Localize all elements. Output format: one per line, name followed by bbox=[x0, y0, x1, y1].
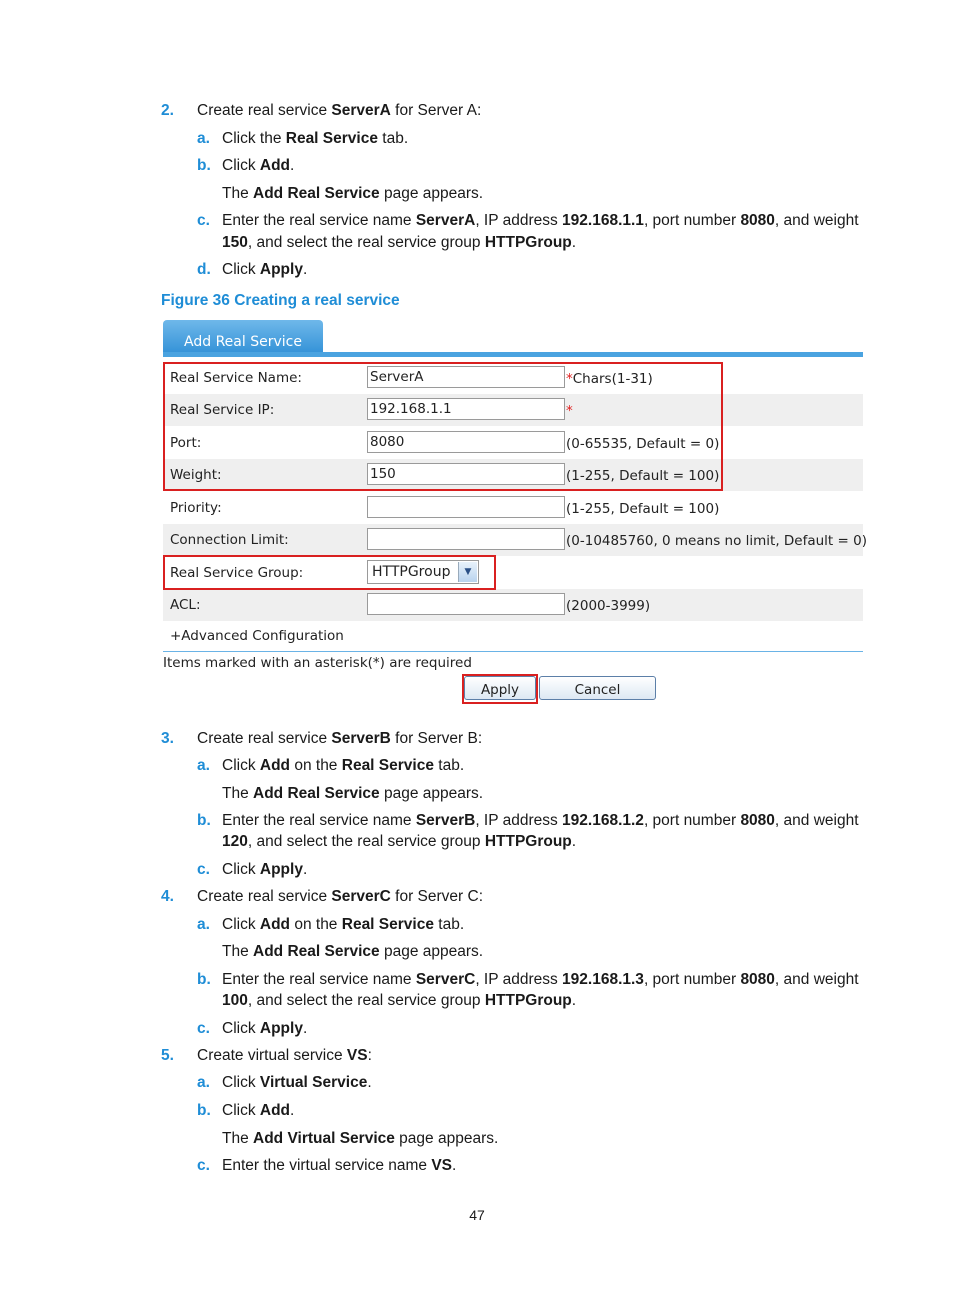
note-text bbox=[222, 783, 483, 804]
acl-input[interactable] bbox=[367, 593, 565, 615]
highlight-box bbox=[163, 362, 723, 491]
text: . bbox=[571, 992, 577, 1009]
bold-text: ServerB bbox=[415, 812, 476, 829]
note-text bbox=[222, 941, 483, 962]
text: . bbox=[452, 1157, 457, 1174]
text: Click bbox=[222, 916, 260, 933]
chevron-down-icon[interactable]: ▼ bbox=[458, 562, 477, 582]
text: Click bbox=[222, 157, 260, 174]
tab-add-real-service[interactable]: Add Real Service bbox=[163, 320, 323, 356]
substep-letter: b. bbox=[197, 1102, 211, 1119]
substep-letter: a. bbox=[197, 757, 210, 774]
bold-text: Add Real Service bbox=[253, 185, 380, 202]
bold-text: 100 bbox=[222, 992, 248, 1009]
text: for Server A: bbox=[390, 102, 482, 119]
note-text bbox=[222, 183, 483, 204]
bold-text: Add Virtual Service bbox=[253, 1130, 395, 1147]
bold-text: VS bbox=[346, 1047, 368, 1064]
field-label: Real Service Group: bbox=[170, 565, 304, 581]
bold-text: Add bbox=[259, 157, 291, 174]
text: . bbox=[302, 261, 308, 278]
bold-text: Add bbox=[259, 916, 291, 933]
text: Enter the real service name bbox=[222, 971, 416, 988]
text: on the bbox=[290, 757, 342, 774]
text: on the bbox=[290, 916, 342, 933]
text: page appears. bbox=[379, 785, 484, 802]
bold-text: ServerC bbox=[331, 888, 391, 905]
text: . bbox=[302, 1020, 308, 1037]
step-number: 5. bbox=[161, 1047, 174, 1064]
substep-letter: c. bbox=[197, 212, 210, 229]
substep-text bbox=[222, 1072, 372, 1093]
substep-letter: a. bbox=[197, 130, 210, 147]
text: , IP address bbox=[475, 212, 563, 229]
substep-letter: a. bbox=[197, 916, 210, 933]
text: Enter the real service name bbox=[222, 212, 416, 229]
substep-text bbox=[222, 1100, 294, 1121]
field-label: Port: bbox=[170, 435, 202, 451]
text: . bbox=[367, 1074, 372, 1091]
substep-text bbox=[222, 859, 307, 880]
text: . bbox=[290, 157, 295, 174]
bold-text: Real Service bbox=[285, 130, 378, 147]
text: Create real service bbox=[197, 730, 332, 747]
text: Click the bbox=[222, 130, 286, 147]
bold-text: 192.168.1.2 bbox=[562, 812, 644, 829]
field-label: Connection Limit: bbox=[170, 532, 289, 548]
divider bbox=[163, 651, 863, 652]
substep-text bbox=[222, 1018, 307, 1039]
bold-text: HTTPGroup bbox=[484, 833, 572, 850]
text: . bbox=[290, 1102, 295, 1119]
bold-text: ServerA bbox=[331, 102, 391, 119]
tab-underline bbox=[163, 352, 863, 357]
text: , and weight bbox=[774, 812, 859, 829]
step-text bbox=[197, 1045, 372, 1066]
bold-text: Add bbox=[259, 757, 291, 774]
text: for Server B: bbox=[390, 730, 483, 747]
text: , IP address bbox=[475, 812, 563, 829]
weight-input[interactable]: 150 bbox=[367, 463, 565, 485]
substep-letter: b. bbox=[197, 971, 211, 988]
step-text bbox=[197, 728, 482, 749]
text: The bbox=[222, 1130, 254, 1147]
bold-text: Add bbox=[259, 1102, 291, 1119]
real-service-name-input[interactable]: ServerA bbox=[367, 366, 565, 388]
substep-text bbox=[222, 755, 464, 776]
substep-text-cont bbox=[222, 990, 576, 1011]
bold-text: 8080 bbox=[740, 212, 775, 229]
bold-text: Apply bbox=[259, 861, 303, 878]
text: , and select the real service group bbox=[247, 234, 485, 251]
substep-text-cont bbox=[222, 232, 576, 253]
bold-text: HTTPGroup bbox=[484, 992, 572, 1009]
highlight-box bbox=[462, 674, 538, 704]
bold-text: Add Real Service bbox=[253, 785, 380, 802]
advanced-configuration-link[interactable]: +Advanced Configuration bbox=[170, 628, 344, 644]
text: : bbox=[367, 1047, 372, 1064]
field-hint: (2000-3999) bbox=[566, 598, 651, 614]
text: Create real service bbox=[197, 102, 332, 119]
substep-text bbox=[222, 128, 408, 149]
substep-letter: b. bbox=[197, 157, 211, 174]
bold-text: 192.168.1.3 bbox=[562, 971, 644, 988]
form-row bbox=[163, 524, 867, 556]
substep-text bbox=[222, 810, 859, 831]
text: . bbox=[571, 234, 577, 251]
text: Click bbox=[222, 1020, 260, 1037]
text: Click bbox=[222, 1074, 260, 1091]
bold-text: 8080 bbox=[740, 971, 775, 988]
text: Create real service bbox=[197, 888, 332, 905]
bold-text: Real Service bbox=[341, 757, 434, 774]
step-text bbox=[197, 886, 483, 907]
substep-text bbox=[222, 914, 464, 935]
text: Enter the virtual service name bbox=[222, 1157, 432, 1174]
field-label: Weight: bbox=[170, 467, 222, 483]
substep-letter: a. bbox=[197, 1074, 210, 1091]
substep-text-cont bbox=[222, 831, 576, 852]
substep-text bbox=[222, 969, 859, 990]
required-note: Items marked with an asterisk(*) are required bbox=[163, 655, 472, 671]
field-hint: (1-255, Default = 100) bbox=[566, 501, 720, 517]
text: Create virtual service bbox=[197, 1047, 347, 1064]
text: tab. bbox=[433, 916, 465, 933]
substep-text bbox=[222, 259, 307, 280]
form-row bbox=[163, 492, 863, 524]
step-text bbox=[197, 100, 481, 121]
text: Enter the real service name bbox=[222, 812, 416, 829]
text: Click bbox=[222, 757, 260, 774]
field-label: Priority: bbox=[170, 500, 222, 516]
bold-text: ServerA bbox=[415, 212, 476, 229]
bold-text: Apply bbox=[259, 1020, 303, 1037]
text: The bbox=[222, 785, 254, 802]
required-star: * bbox=[566, 403, 573, 419]
field-label: Real Service Name: bbox=[170, 370, 302, 386]
text: Click bbox=[222, 261, 260, 278]
field-hint: (0-65535, Default = 0) bbox=[566, 436, 720, 452]
text: , IP address bbox=[475, 971, 563, 988]
text: Click bbox=[222, 1102, 260, 1119]
text: The bbox=[222, 943, 254, 960]
bold-text: 120 bbox=[222, 833, 248, 850]
text: page appears. bbox=[379, 943, 484, 960]
substep-text bbox=[222, 1155, 456, 1176]
real-service-ip-input[interactable]: 192.168.1.1 bbox=[367, 398, 565, 420]
substep-letter: c. bbox=[197, 1020, 210, 1037]
text: , port number bbox=[643, 971, 741, 988]
bold-text: Real Service bbox=[341, 916, 434, 933]
field-label: Real Service IP: bbox=[170, 402, 275, 418]
text: . bbox=[302, 861, 308, 878]
text: , port number bbox=[643, 812, 741, 829]
bold-text: Add Real Service bbox=[253, 943, 380, 960]
text: page appears. bbox=[379, 185, 484, 202]
bold-text: 8080 bbox=[740, 812, 775, 829]
text: , and weight bbox=[774, 212, 859, 229]
field-hint: (1-255, Default = 100) bbox=[566, 468, 720, 484]
text: The bbox=[222, 185, 254, 202]
bold-text: ServerB bbox=[331, 730, 391, 747]
hint-text: Chars(1-31) bbox=[572, 371, 653, 387]
text: , and weight bbox=[774, 971, 859, 988]
bold-text: VS bbox=[431, 1157, 453, 1174]
connection-limit-input[interactable] bbox=[367, 528, 565, 550]
bold-text: Apply bbox=[259, 261, 303, 278]
substep-letter: c. bbox=[197, 861, 210, 878]
form-row bbox=[163, 589, 863, 621]
add-real-service-form bbox=[161, 318, 867, 706]
substep-letter: b. bbox=[197, 812, 211, 829]
text: . bbox=[571, 833, 577, 850]
note-text bbox=[222, 1128, 498, 1149]
required-star: * bbox=[566, 371, 573, 387]
step-number: 2. bbox=[161, 102, 174, 119]
bold-text: 192.168.1.1 bbox=[562, 212, 644, 229]
page-number: 47 bbox=[469, 1207, 485, 1223]
text: tab. bbox=[377, 130, 409, 147]
text: tab. bbox=[433, 757, 465, 774]
step-number: 4. bbox=[161, 888, 174, 905]
substep-text bbox=[222, 210, 859, 231]
field-label: ACL: bbox=[170, 597, 201, 613]
apply-button[interactable]: Apply bbox=[464, 676, 536, 700]
cancel-button[interactable]: Cancel bbox=[539, 676, 656, 700]
bold-text: ServerC bbox=[415, 971, 476, 988]
text: , and select the real service group bbox=[247, 833, 485, 850]
substep-letter: c. bbox=[197, 1157, 210, 1174]
text: Click bbox=[222, 861, 260, 878]
selected-value: HTTPGroup bbox=[372, 564, 451, 580]
bold-text: Virtual Service bbox=[259, 1074, 368, 1091]
figure-caption: Figure 36 Creating a real service bbox=[161, 292, 400, 309]
priority-input[interactable] bbox=[367, 496, 565, 518]
field-hint: (0-10485760, 0 means no limit, Default = 0) bbox=[566, 533, 867, 549]
bold-text: HTTPGroup bbox=[484, 234, 572, 251]
port-input[interactable]: 8080 bbox=[367, 431, 565, 453]
substep-letter: d. bbox=[197, 261, 211, 278]
bold-text: 150 bbox=[222, 234, 248, 251]
substep-text bbox=[222, 155, 294, 176]
step-number: 3. bbox=[161, 730, 174, 747]
text: for Server C: bbox=[390, 888, 484, 905]
text: page appears. bbox=[394, 1130, 499, 1147]
text: , and select the real service group bbox=[247, 992, 485, 1009]
highlight-box bbox=[163, 555, 496, 590]
text: , port number bbox=[643, 212, 741, 229]
